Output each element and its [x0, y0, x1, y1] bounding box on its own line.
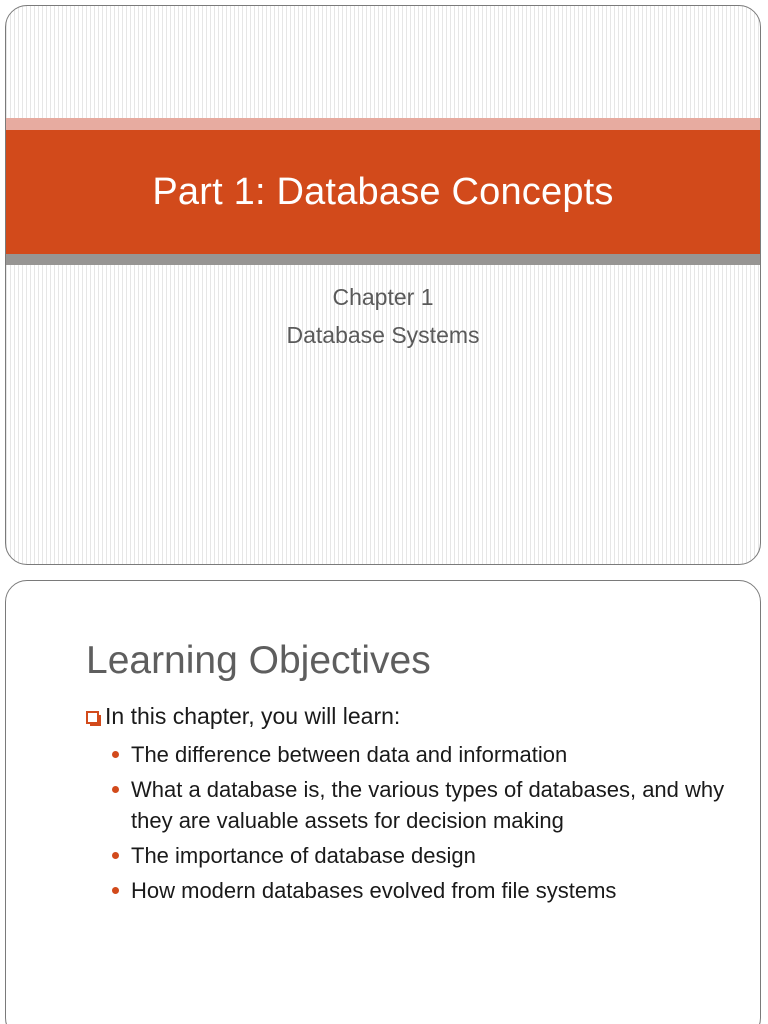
accent-stripe-bottom	[6, 254, 760, 265]
list-item-text: What a database is, the various types of databases, and why they are valuable assets for decision making	[131, 777, 725, 833]
slide-heading: Learning Objectives	[86, 639, 431, 682]
list-item-text: How modern databases evolved from file systems	[131, 878, 617, 903]
bullet-dot-icon	[112, 751, 119, 758]
list-item	[110, 739, 730, 770]
bullet-dot-icon	[112, 852, 119, 859]
title-slide	[5, 5, 761, 565]
list-item	[110, 840, 730, 871]
bullet-dot-icon	[112, 887, 119, 894]
slide-subtitle	[6, 278, 760, 354]
title-band	[6, 130, 760, 254]
list-item	[110, 875, 730, 906]
objectives-list	[110, 739, 730, 910]
bullet-dot-icon	[112, 786, 119, 793]
objectives-slide	[5, 580, 761, 1024]
slide-title: Part 1: Database Concepts	[152, 170, 614, 213]
checkbox-icon	[86, 711, 99, 724]
list-item	[110, 774, 730, 836]
list-item-text: The importance of database design	[131, 843, 476, 868]
chapter-label: Chapter 1	[332, 284, 434, 310]
list-item-text: The difference between data and information	[131, 742, 568, 767]
accent-stripe-top	[6, 118, 760, 130]
lead-item	[86, 703, 400, 730]
chapter-name: Database Systems	[286, 322, 480, 348]
lead-text: In this chapter, you will learn:	[105, 703, 401, 729]
